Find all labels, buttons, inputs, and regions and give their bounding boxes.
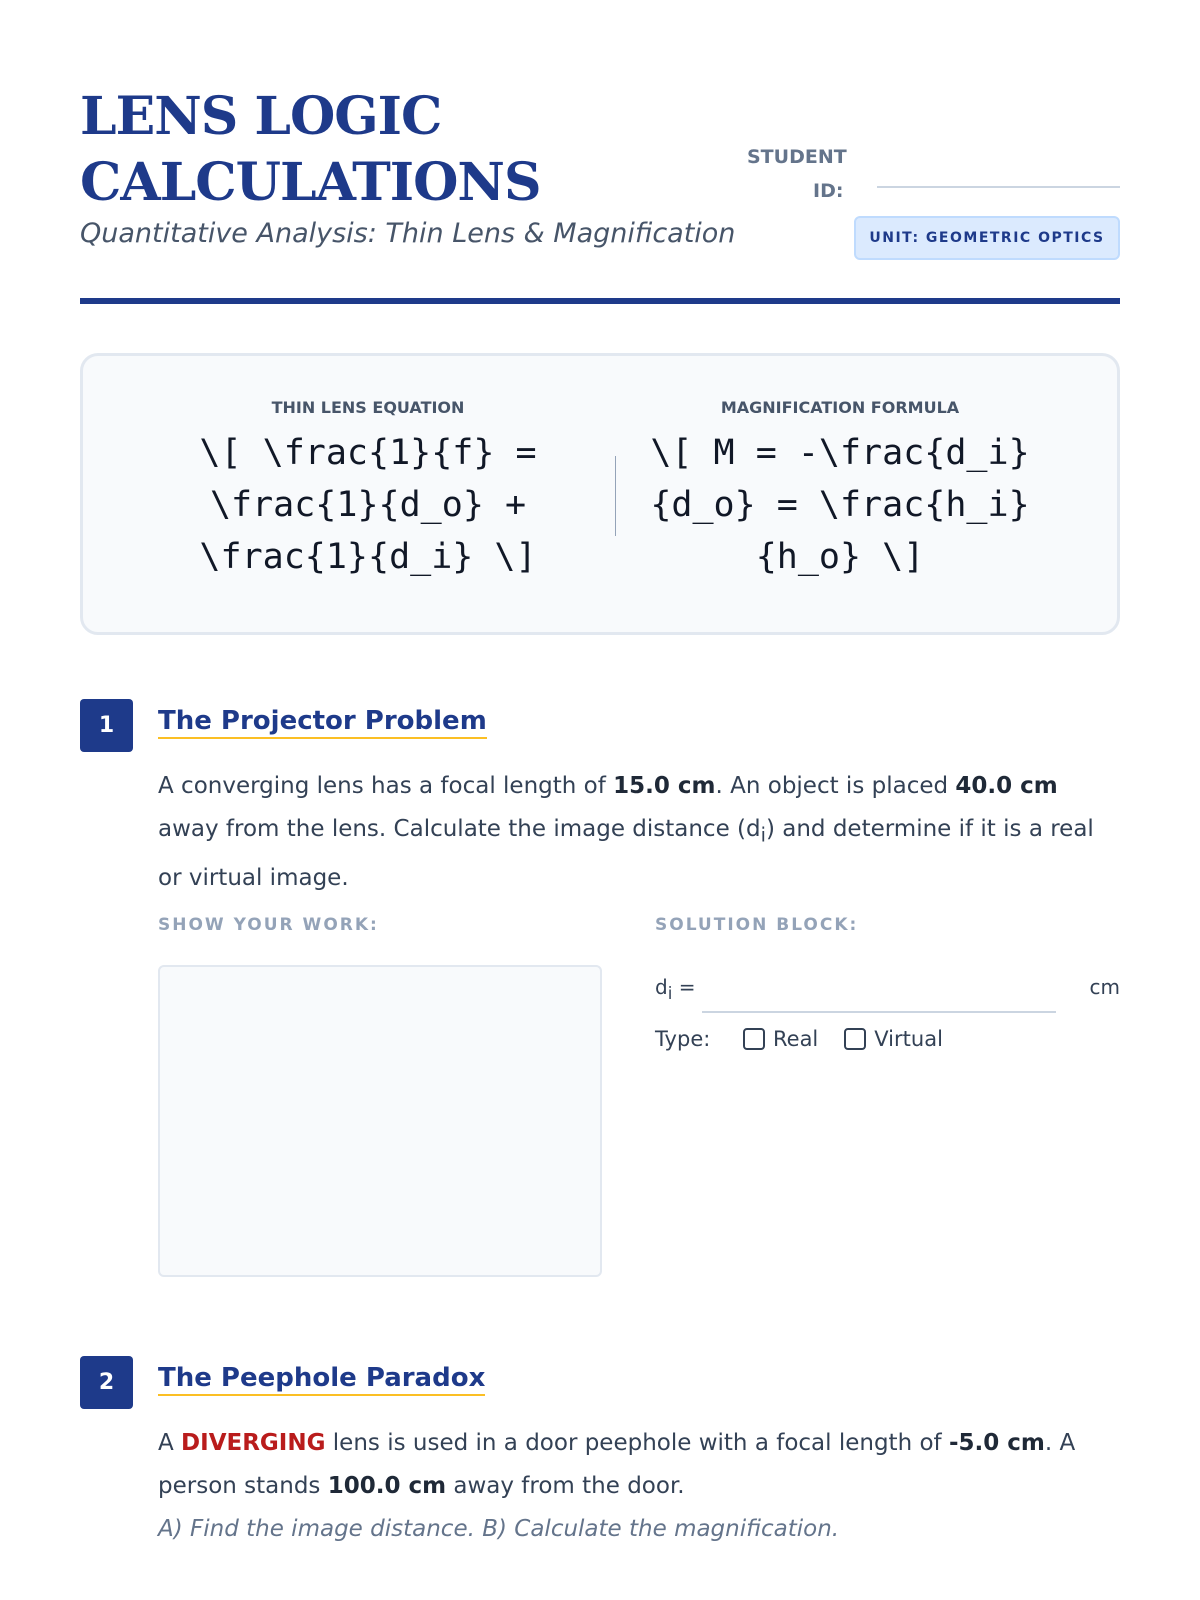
- focal-length-value: 15.0 cm: [613, 773, 716, 799]
- answer-unit: cm: [1089, 975, 1120, 999]
- student-id-field[interactable]: [877, 186, 1120, 188]
- option-label: Real: [773, 1027, 819, 1051]
- show-work-label: SHOW YOUR WORK:: [158, 915, 379, 935]
- problem-text-part: A converging lens has a focal length of: [158, 773, 614, 799]
- title-line-2: CALCULATIONS: [80, 152, 541, 213]
- problem-text-part: away from the lens. Calculate the image distance (d: [158, 816, 761, 842]
- thin-lens-formula: [83, 398, 653, 583]
- problem-text-part: ) and determine if it is a real or virtual image.: [158, 816, 1094, 891]
- problem-text: [158, 1422, 1120, 1551]
- student-id-label: [747, 140, 947, 208]
- formula-expression: \[ \frac{1}{f} = \frac{1}{d_o} + \frac{1}{d_i} \]: [199, 433, 537, 577]
- problem-tasks: A) Find the image distance. B) Calculate the magnification.: [158, 1516, 840, 1542]
- problem-text-part: A: [158, 1430, 182, 1456]
- worksheet-page: [80, 0, 1120, 1600]
- diverging-keyword: DIVERGING: [181, 1430, 326, 1456]
- student-id-label-line-1: STUDENT: [747, 146, 847, 168]
- formula-label: THIN LENS EQUATION: [271, 398, 465, 417]
- object-distance-value: 40.0 cm: [955, 773, 1058, 799]
- formula-divider: [615, 456, 616, 536]
- problem-title: The Projector Problem: [158, 705, 487, 739]
- problem-text-part: . An object is placed: [715, 773, 956, 799]
- problem-text: [158, 765, 1120, 900]
- image-type-row: [655, 1019, 969, 1059]
- formula-expression: \[ M = -\frac{d_i} {d_o} = \frac{h_i} {h_o} \]: [650, 433, 1030, 577]
- page-subtitle: Quantitative Analysis: Thin Lens & Magnification: [80, 218, 736, 249]
- answer-input-line[interactable]: [702, 1011, 1056, 1013]
- image-distance-answer: [655, 975, 1120, 1015]
- answer-variable-symbol: d: [655, 975, 668, 999]
- option-real[interactable]: [743, 1027, 818, 1051]
- problem-number-badge: 1: [80, 699, 133, 752]
- problem-text-part: away from the door.: [446, 1473, 685, 1499]
- title-line-1: LENS LOGIC: [80, 86, 442, 147]
- work-area[interactable]: [158, 965, 602, 1277]
- problem-title: The Peephole Paradox: [158, 1362, 485, 1396]
- problem-number-badge: 2: [80, 1356, 133, 1409]
- option-label: Virtual: [874, 1027, 943, 1051]
- unit-badge: UNIT: GEOMETRIC OPTICS: [854, 216, 1120, 260]
- focal-length-value: -5.0 cm: [948, 1430, 1045, 1456]
- option-virtual[interactable]: [844, 1027, 943, 1051]
- type-label: Type:: [655, 1027, 711, 1051]
- answer-variable-subscript: i: [667, 984, 673, 1003]
- formula-label: MAGNIFICATION FORMULA: [720, 398, 960, 417]
- answer-variable: [655, 975, 695, 1003]
- formula-panel: [80, 353, 1120, 635]
- page-title: [80, 84, 720, 216]
- worksheet-header: [80, 80, 1120, 304]
- problem-text-part: . A person stands: [158, 1430, 1076, 1499]
- answer-equals: =: [672, 975, 696, 999]
- magnification-formula: [625, 398, 1055, 583]
- checkbox-virtual[interactable]: [844, 1028, 866, 1050]
- problem-text-part: lens is used in a door peephole with a focal length of: [325, 1430, 949, 1456]
- object-distance-value: 100.0 cm: [327, 1473, 447, 1499]
- subscript: i: [760, 823, 766, 847]
- student-id-label-line-2: ID:: [813, 180, 844, 202]
- checkbox-real[interactable]: [743, 1028, 765, 1050]
- solution-block-label: SOLUTION BLOCK:: [655, 915, 859, 935]
